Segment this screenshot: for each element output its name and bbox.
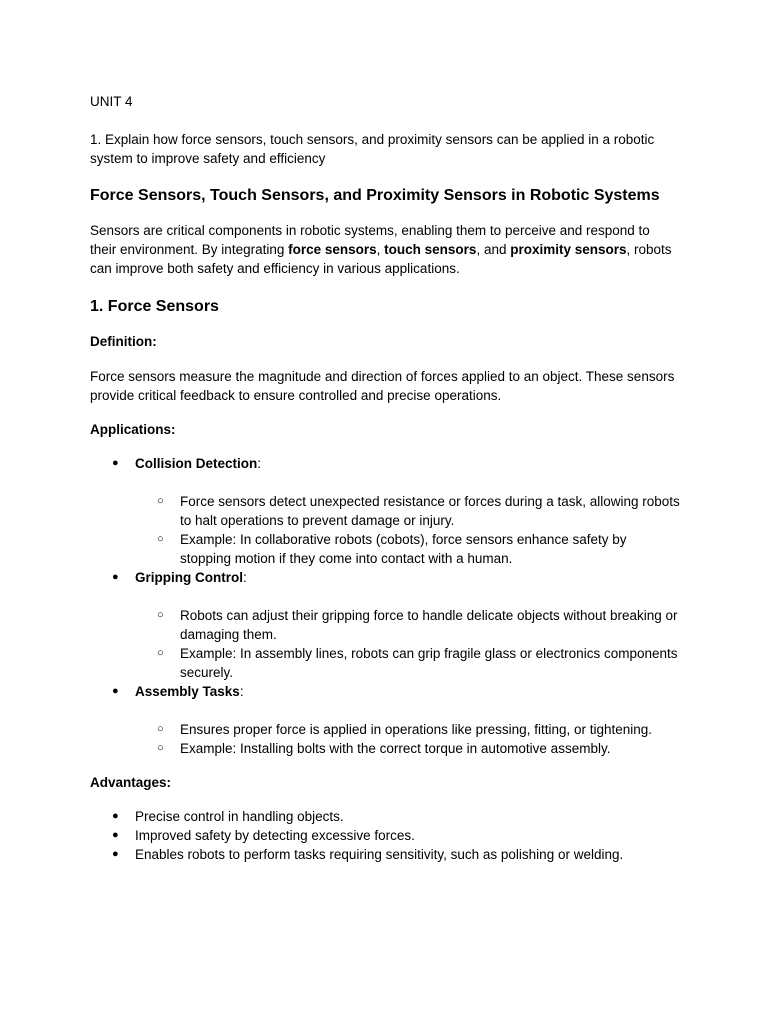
sub-bullet-icon: ○ <box>157 723 164 735</box>
bullet-icon: ● <box>112 571 119 583</box>
sub-list-item <box>135 530 680 568</box>
intro-text-1: Sensors are critical components in robotic systems, enabling them to perceive and respond to their environment. By integrating <box>90 223 650 257</box>
list-item <box>90 807 678 826</box>
intro-text-2: , robots can improve both safety and efficiency in various applications. <box>90 242 672 276</box>
sub-list <box>135 606 678 682</box>
sub-bullet-icon: ○ <box>157 495 164 507</box>
list-item <box>90 682 678 758</box>
sub-list <box>135 720 678 758</box>
sub-bullet-icon: ○ <box>157 609 164 621</box>
bullet-icon: ● <box>112 829 119 841</box>
sub-list-item <box>135 739 680 758</box>
document-title: Force Sensors, Touch Sensors, and Proximity Sensors in Robotic Systems <box>90 187 660 204</box>
sub-bullet-icon: ○ <box>157 647 164 659</box>
sub-list-text: Force sensors detect unexpected resistance or forces during a task, allowing robots to halt operations to prevent damage or injury. <box>180 494 680 528</box>
intro-bold-proximity: proximity sensors <box>510 242 627 257</box>
sub-list-text: Example: In collaborative robots (cobots), force sensors enhance safety by stopping motion if they come into contact with a human. <box>180 532 627 566</box>
bullet-icon: ● <box>112 457 119 469</box>
definition-label: Definition: <box>90 334 157 349</box>
sub-list-text: Example: In assembly lines, robots can grip fragile glass or electronics components securely. <box>180 646 678 680</box>
sub-bullet-icon: ○ <box>157 742 164 754</box>
sub-list-text: Example: Installing bolts with the correct torque in automotive assembly. <box>180 741 611 756</box>
sub-list-item <box>135 492 680 530</box>
sub-list-item <box>135 644 680 682</box>
application-title-suffix: : <box>257 456 262 471</box>
intro-paragraph <box>90 221 675 278</box>
sub-list-item <box>135 720 680 739</box>
sub-bullet-icon: ○ <box>157 533 164 545</box>
advantage-text: Improved safety by detecting excessive forces. <box>135 828 415 843</box>
advantages-list <box>90 807 678 864</box>
list-item <box>90 826 678 845</box>
advantage-text: Precise control in handling objects. <box>135 809 344 824</box>
advantage-text: Enables robots to perform tasks requiring sensitivity, such as polishing or welding. <box>135 847 624 862</box>
application-title-suffix: : <box>242 570 247 585</box>
question-text: 1. Explain how force sensors, touch sensors, and proximity sensors can be applied in a robotic system to improve safety and efficiency <box>90 132 655 166</box>
definition-text: Force sensors measure the magnitude and direction of forces applied to an object. These sensors provide critical feedback to ensure controlled and precise operations. <box>90 369 675 403</box>
intro-bold-force: force sensors <box>288 242 377 257</box>
intro-bold-touch: touch sensors <box>384 242 477 257</box>
advantages-label: Advantages: <box>90 775 172 790</box>
application-title: Gripping Control <box>135 570 243 585</box>
applications-list <box>90 454 678 758</box>
section-heading-force-sensors: 1. Force Sensors <box>90 298 219 315</box>
bullet-icon: ● <box>112 810 119 822</box>
bullet-icon: ● <box>112 848 119 860</box>
application-title: Assembly Tasks <box>135 684 240 699</box>
list-item <box>90 454 678 568</box>
sub-list <box>135 492 678 568</box>
intro-sep-2: , and <box>476 242 511 257</box>
applications-label: Applications: <box>90 422 176 437</box>
list-item <box>90 845 678 864</box>
sub-list-item <box>135 606 680 644</box>
application-title-suffix: : <box>239 684 244 699</box>
list-item <box>90 568 678 682</box>
unit-label: UNIT 4 <box>90 94 133 109</box>
bullet-icon: ● <box>112 685 119 697</box>
intro-sep-1: , <box>376 242 385 257</box>
sub-list-text: Ensures proper force is applied in operations like pressing, fitting, or tightening. <box>180 722 653 737</box>
sub-list-text: Robots can adjust their gripping force to handle delicate objects without breaking or damaging them. <box>180 608 678 642</box>
application-title: Collision Detection <box>135 456 258 471</box>
